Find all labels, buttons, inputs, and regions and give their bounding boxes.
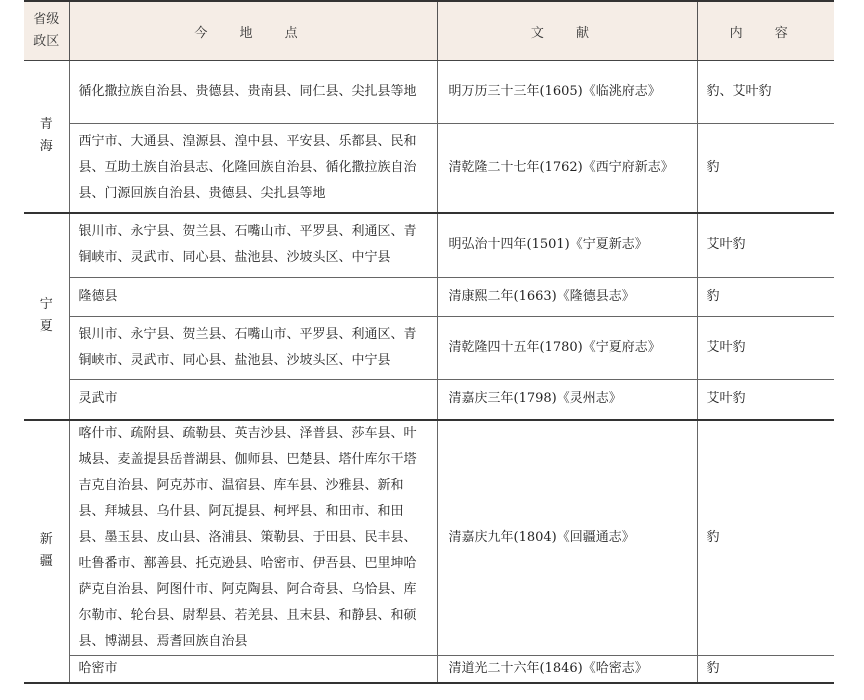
header-row (24, 1, 834, 61)
content-cell: 艾叶豹 (697, 317, 834, 380)
table-row (24, 420, 834, 656)
header-province: 省级政区 (24, 1, 69, 61)
table-row (24, 124, 834, 213)
document-cell: 清康熙二年(1663)《隆德县志》 (437, 278, 697, 317)
province-cell-ningxia: 宁夏 (24, 213, 69, 420)
table-row (24, 278, 834, 317)
document-cell: 明弘治十四年(1501)《宁夏新志》 (437, 213, 697, 278)
table-row (24, 213, 834, 278)
place-cell: 喀什市、疏附县、疏勒县、英吉沙县、泽普县、莎车县、叶城县、麦盖提县岳普湖县、伽师县、巴楚县、塔什库尔干塔吉克自治县、阿克苏市、温宿县、库车县、沙雅县、新和县、拜城县、乌什县、阿瓦提县、柯坪县、和田市、和田县、墨玉县、皮山县、洛浦县、策勒县、于田县、民丰县、吐鲁番市、鄯善县、托克逊县、哈密市、伊吾县、巴里坤哈萨克自治县、阿图什市、阿克陶县、阿合奇县、乌恰县、库尔勒市、轮台县、尉犁县、若羌县、且末县、和静县、和硕县、博湖县、焉耆回族自治县 (69, 420, 437, 656)
header-document: 文 献 (437, 1, 697, 61)
place-cell: 哈密市 (69, 655, 437, 683)
table-row (24, 61, 834, 124)
province-cell-qinghai: 青海 (24, 61, 69, 213)
header-content: 内 容 (697, 1, 834, 61)
province-cell-xinjiang: 新疆 (24, 420, 69, 684)
place-cell: 灵武市 (69, 380, 437, 420)
document-cell: 清嘉庆三年(1798)《灵州志》 (437, 380, 697, 420)
table-row (24, 380, 834, 420)
content-cell: 艾叶豹 (697, 213, 834, 278)
table-row (24, 655, 834, 683)
place-cell: 隆德县 (69, 278, 437, 317)
document-cell: 清道光二十六年(1846)《哈密志》 (437, 655, 697, 683)
content-cell: 艾叶豹 (697, 380, 834, 420)
table-row (24, 317, 834, 380)
document-cell: 明万历三十三年(1605)《临洮府志》 (437, 61, 697, 124)
document-cell: 清乾隆二十七年(1762)《西宁府新志》 (437, 124, 697, 213)
record-table-container (24, 0, 834, 684)
place-cell: 循化撒拉族自治县、贵德县、贵南县、同仁县、尖扎县等地 (69, 61, 437, 124)
leopard-records-table (24, 0, 834, 684)
document-cell: 清乾隆四十五年(1780)《宁夏府志》 (437, 317, 697, 380)
place-cell: 西宁市、大通县、湟源县、湟中县、平安县、乐都县、民和县、互助土族自治县志、化隆回族自治县、循化撒拉族自治县、门源回族自治县、贵德县、尖扎县等地 (69, 124, 437, 213)
header-place: 今 地 点 (69, 1, 437, 61)
content-cell: 豹 (697, 124, 834, 213)
place-cell: 银川市、永宁县、贺兰县、石嘴山市、平罗县、利通区、青铜峡市、灵武市、同心县、盐池县、沙坡头区、中宁县 (69, 213, 437, 278)
content-cell: 豹 (697, 420, 834, 656)
place-cell: 银川市、永宁县、贺兰县、石嘴山市、平罗县、利通区、青铜峡市、灵武市、同心县、盐池县、沙坡头区、中宁县 (69, 317, 437, 380)
content-cell: 豹 (697, 278, 834, 317)
content-cell: 豹 (697, 655, 834, 683)
document-cell: 清嘉庆九年(1804)《回疆通志》 (437, 420, 697, 656)
content-cell: 豹、艾叶豹 (697, 61, 834, 124)
